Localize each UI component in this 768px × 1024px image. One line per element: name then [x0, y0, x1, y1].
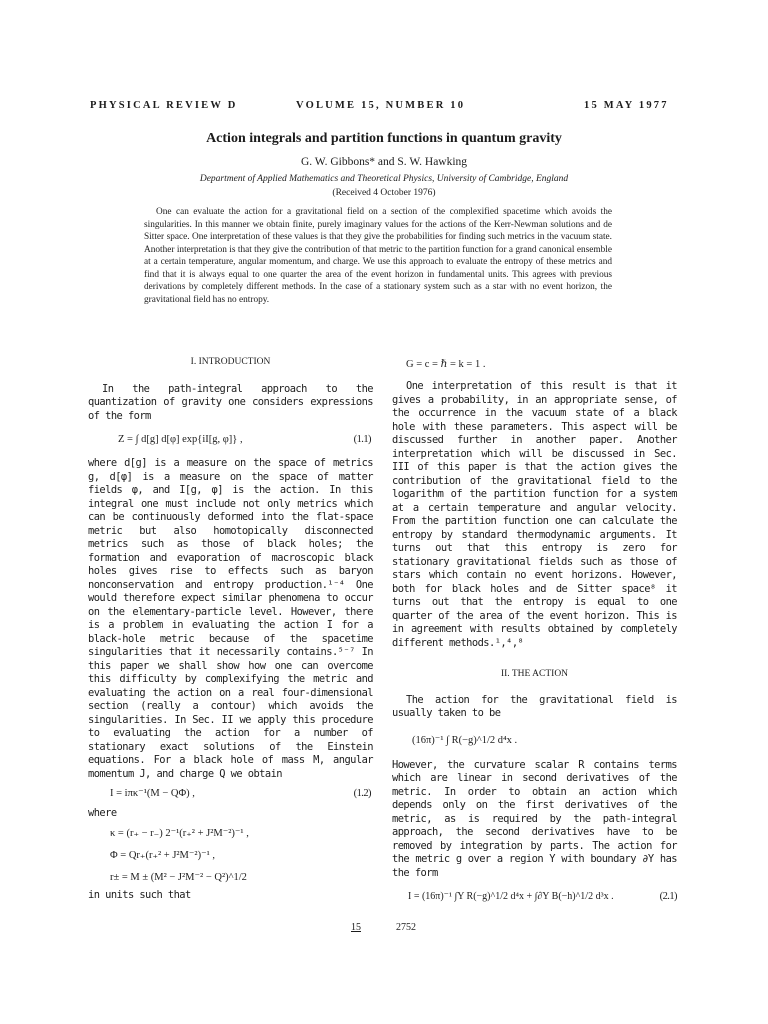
left-column	[88, 356, 373, 902]
page-number: 2752	[396, 922, 416, 933]
section-heading-introduction: I. INTRODUCTION	[190, 357, 271, 367]
right-column	[392, 358, 677, 910]
paper-title: Action integrals and partition functions in quantum gravity	[206, 131, 562, 146]
equation-1-2-number: (1.2)	[353, 788, 371, 799]
equation-1-1-body: Z = ∫ d[g] d[φ] exp{iI[g, φ]} ,	[118, 434, 243, 445]
equation-1-2	[88, 781, 373, 807]
units-label: in units such that	[88, 888, 191, 901]
action-paragraph-1: The action for the gravitational field is usually taken to be	[392, 693, 677, 719]
equation-2-1	[392, 880, 677, 910]
equation-2-1-number: (2.1)	[659, 891, 677, 902]
equation-1-1	[88, 423, 373, 457]
interpretation-paragraph: One interpretation of this result is that it gives a probability, in an appropriate sense, of the occurrence in the vacuum state of a black hole with these parameters. This aspect will be discussed further in another paper. Another interpretation which will be discussed in Sec. III of this paper is that the action gives the contribution of the gravitational field to the logarithm of the partition function for a system at a certain temperature and angular velocity. From the partition function one can calculate the entropy by standard thermodynamic arguments. It turns out that this entropy is zero for stationary gravitational fields such as those of stars which contain no event horizons. However, both for black holes and de Sitter space⁸ it turns out that the entropy is equal to one quarter of the area of the event horizon. This is in agreement with results obtained by completely different methods.¹,⁴,⁸	[392, 380, 677, 649]
intro-paragraph-2: where d[g] is a measure on the space of metrics g, d[φ] is a measure on the space of matter fields φ, and I[g, φ] is the action. In this integral one must include not only metrics which can be continuously deformed into the flat-space metric but also homotopically disconnected metrics such as those of black holes; the formation and evaporation of macroscopic black holes gives rise to effects such as baryon nonconservation and entropy production.¹⁻⁴ One would therefore expect similar phenomena to occur on the elementary-particle level. However, there is a problem in evaluating the action I for a black-hole metric because of the spacetime singularities that it necessarily contains.⁵⁻⁷ In this paper we shall show how one can overcome this difficulty by complexifying the metric and evaluating the action on a real four-dimensional section (really a contour) which avoids the singularities. In Sec. II we apply this procedure to evaluating the action for a number of stationary exact solutions of the Einstein equations. For a black hole of mass M, angular momentum J, and charge Q we obtain	[88, 457, 373, 780]
equation-1-2-body: I = iπκ⁻¹(M − QΦ) ,	[110, 788, 195, 799]
intro-paragraph-1: In the path-integral approach to the quantization of gravity one considers expressions of the form	[88, 382, 373, 422]
units-equation: G = c = ℏ = k = 1 .	[406, 359, 486, 370]
received-date: (Received 4 October 1976)	[332, 188, 436, 198]
affiliation: Department of Applied Mathematics and Theoretical Physics, University of Cambridge, England	[199, 174, 569, 184]
equation-2-1-body: I = (16π)⁻¹ ∫Y R(−g)^1/2 d⁴x + ∫∂Y B(−h)^1/2 d³x .	[408, 891, 614, 902]
abstract: One can evaluate the action for a gravitational field on a section of the complexified spacetime which avoids the singularities. In this manner we obtain finite, purely imaginary values for the actions of the Kerr-Newman solutions and de Sitter space. One interpretation of these values is that they give the probabilities for finding such metrics in the vacuum state. Another interpretation is that they give the contribution of that metric to the partition function for a grand canonical ensemble at a certain temperature, angular momentum, and charge. We use this approach to evaluate the entropy of these metrics and find that it is always equal to one quarter the area of the event horizon in fundamental units. This agrees with previous derivations by completely different methods. In the case of a stationary system such as a star with no event horizon, the gravitational field has no entropy.	[144, 207, 612, 305]
issue-date: 15 MAY 1977	[584, 100, 669, 111]
section-heading-action: II. THE ACTION	[500, 669, 569, 679]
equation-action	[392, 721, 677, 759]
action-paragraph-2: However, the curvature scalar R contains terms which are linear in second derivatives of the metric. In order to obtain an action which depends only on the first derivatives of the metric, as is required by the path-integral approach, the second derivatives have to be removed by integration by parts. The action for the metric g over a region Y with boundary ∂Y has the form	[392, 758, 677, 879]
volume-folio: 15	[351, 922, 361, 933]
kappa-definition: κ = (r₊ − r₋) 2⁻¹(r₊² + J²M⁻²)⁻¹ ,	[110, 827, 249, 839]
equation-action-body: (16π)⁻¹ ∫ R(−g)^1/2 d⁴x .	[412, 734, 518, 746]
volume-info: VOLUME 15, NUMBER 10	[296, 100, 466, 111]
r-definition: r± = M ± (M² − J²M⁻² − Q²)^1/2	[110, 871, 247, 883]
journal-name: PHYSICAL REVIEW D	[90, 100, 238, 111]
where-label: where	[88, 807, 117, 819]
equation-1-1-number: (1.1)	[353, 434, 371, 445]
definitions-block	[88, 823, 373, 889]
authors: G. W. Gibbons* and S. W. Hawking	[300, 156, 468, 168]
phi-definition: Φ = Qr₊(r₊² + J²M⁻²)⁻¹ ,	[110, 849, 216, 861]
